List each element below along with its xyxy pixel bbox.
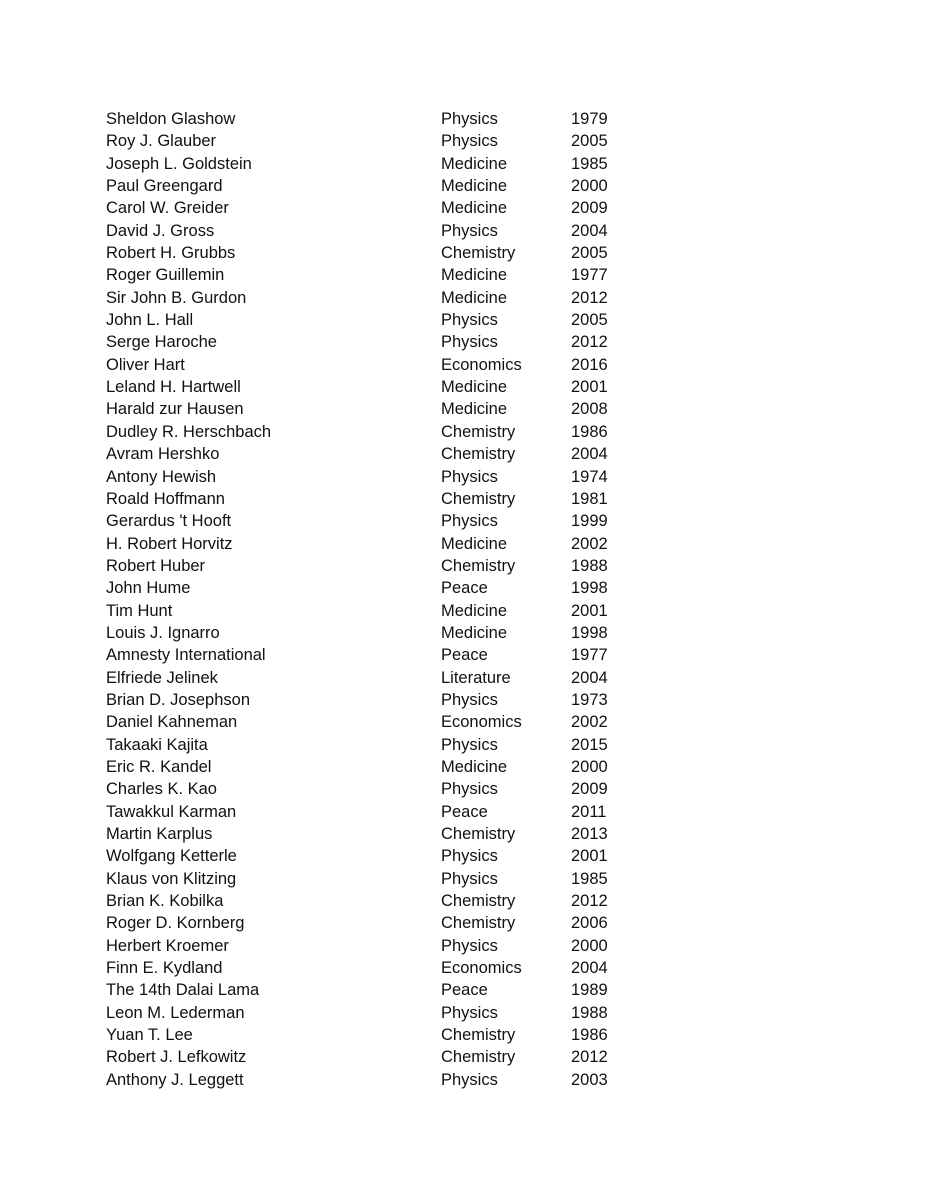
prize-field-cell: Physics xyxy=(441,132,498,151)
laureate-name-cell: Sir John B. Gurdon xyxy=(106,288,247,307)
prize-field-cell: Physics xyxy=(441,333,498,352)
table-row xyxy=(106,443,646,465)
table-row xyxy=(106,1069,646,1091)
prize-field-cell: Physics xyxy=(441,869,498,888)
prize-field-cell: Medicine xyxy=(441,757,508,776)
prize-field-cell: Medicine xyxy=(441,623,508,642)
table-row xyxy=(106,1002,646,1024)
table-row xyxy=(106,153,646,175)
table-row xyxy=(106,912,646,934)
prize-field-cell: Economics xyxy=(441,355,522,374)
prize-field-cell: Economics xyxy=(441,713,522,732)
prize-year-cell: 1986 xyxy=(571,1026,608,1045)
prize-field-cell: Physics xyxy=(441,690,498,709)
laureate-name-cell: Antony Hewish xyxy=(106,467,217,486)
laureate-name-cell: Roald Hoffmann xyxy=(106,489,225,508)
prize-year-cell: 2005 xyxy=(571,311,608,330)
laureate-name-cell: Carol W. Greider xyxy=(106,199,229,218)
prize-year-cell: 2009 xyxy=(571,780,608,799)
prize-field-cell: Economics xyxy=(441,959,522,978)
table-row xyxy=(106,644,646,666)
table-row xyxy=(106,108,646,130)
prize-field-cell: Medicine xyxy=(441,378,508,397)
prize-field-cell: Chemistry xyxy=(441,445,516,464)
laureate-name-cell: Robert H. Grubbs xyxy=(106,244,236,263)
prize-year-cell: 1985 xyxy=(571,869,608,888)
table-row xyxy=(106,689,646,711)
prize-field-cell: Physics xyxy=(441,735,498,754)
prize-field-cell: Medicine xyxy=(441,154,508,173)
prize-field-cell: Medicine xyxy=(441,601,508,620)
prize-field-cell: Physics xyxy=(441,1003,498,1022)
table-row xyxy=(106,175,646,197)
prize-field-cell: Chemistry xyxy=(441,556,516,575)
laureate-name-cell: Louis J. Ignarro xyxy=(106,623,220,642)
laureate-name-cell: Martin Karplus xyxy=(106,825,213,843)
laureate-name-cell: Eric R. Kandel xyxy=(106,757,212,776)
prize-year-cell: 1973 xyxy=(571,690,608,709)
laureate-table xyxy=(106,108,646,1091)
prize-field-cell: Medicine xyxy=(441,177,508,196)
prize-year-cell: 2004 xyxy=(571,445,608,464)
prize-year-cell: 2016 xyxy=(571,355,608,374)
laureate-name-cell: Amnesty International xyxy=(106,646,266,665)
laureate-name-cell: Tim Hunt xyxy=(106,601,173,620)
prize-year-cell: 2012 xyxy=(571,892,608,911)
prize-year-cell: 1977 xyxy=(571,266,608,285)
laureate-name-cell: Herbert Kroemer xyxy=(106,936,229,955)
table-row xyxy=(106,778,646,800)
table-row xyxy=(106,890,646,912)
laureate-name-cell: Dudley R. Herschbach xyxy=(106,422,272,441)
prize-year-cell: 2000 xyxy=(571,757,608,776)
prize-year-cell: 2005 xyxy=(571,244,608,263)
laureate-name-cell: Daniel Kahneman xyxy=(106,713,238,732)
table-row xyxy=(106,734,646,756)
prize-year-cell: 1974 xyxy=(571,467,608,486)
prize-year-cell: 2015 xyxy=(571,735,608,754)
table-row xyxy=(106,264,646,286)
prize-field-cell: Chemistry xyxy=(441,892,516,911)
table-row xyxy=(106,376,646,398)
prize-field-cell: Peace xyxy=(441,579,488,598)
laureate-name-cell: Yuan T. Lee xyxy=(106,1026,193,1045)
laureate-name-cell: Robert Huber xyxy=(106,556,206,575)
table-row xyxy=(106,533,646,555)
prize-year-cell: 1989 xyxy=(571,981,608,1000)
prize-field-cell: Physics xyxy=(441,780,498,799)
laureate-name-cell: Finn E. Kydland xyxy=(106,959,223,978)
prize-year-cell: 2003 xyxy=(571,1070,608,1089)
laureate-name-cell: Brian K. Kobilka xyxy=(106,892,224,911)
prize-field-cell: Chemistry xyxy=(441,244,516,263)
laureate-name-cell: Sheldon Glashow xyxy=(106,110,236,128)
table-row xyxy=(106,979,646,1001)
prize-field-cell: Chemistry xyxy=(441,914,516,933)
table-row xyxy=(106,823,646,845)
prize-year-cell: 2000 xyxy=(571,936,608,955)
prize-year-cell: 2004 xyxy=(571,959,608,978)
prize-year-cell: 2013 xyxy=(571,825,608,843)
prize-field-cell: Medicine xyxy=(441,288,508,307)
table-row xyxy=(106,868,646,890)
prize-year-cell: 2012 xyxy=(571,288,608,307)
prize-field-cell: Medicine xyxy=(441,534,508,553)
prize-field-cell: Physics xyxy=(441,467,498,486)
prize-field-cell: Medicine xyxy=(441,266,508,285)
table-row xyxy=(106,935,646,957)
table-row xyxy=(106,622,646,644)
laureate-name-cell: Oliver Hart xyxy=(106,355,185,374)
laureate-name-cell: Wolfgang Ketterle xyxy=(106,847,237,866)
table-row xyxy=(106,242,646,264)
laureate-name-cell: Klaus von Klitzing xyxy=(106,869,237,888)
table-row xyxy=(106,711,646,733)
prize-field-cell: Chemistry xyxy=(441,825,516,843)
laureate-name-cell: Avram Hershko xyxy=(106,445,220,464)
prize-field-cell: Peace xyxy=(441,802,488,821)
table-row xyxy=(106,354,646,376)
table-row xyxy=(106,421,646,443)
table-row xyxy=(106,756,646,778)
prize-field-cell: Peace xyxy=(441,646,488,665)
prize-year-cell: 1986 xyxy=(571,422,608,441)
laureate-name-cell: Roger D. Kornberg xyxy=(106,914,245,933)
table-row xyxy=(106,957,646,979)
table-row xyxy=(106,1024,646,1046)
laureate-name-cell: Joseph L. Goldstein xyxy=(106,154,252,173)
laureate-name-cell: Robert J. Lefkowitz xyxy=(106,1048,247,1067)
laureate-name-cell: David J. Gross xyxy=(106,221,215,240)
table-row xyxy=(106,309,646,331)
prize-field-cell: Physics xyxy=(441,221,498,240)
prize-year-cell: 2001 xyxy=(571,601,608,620)
prize-year-cell: 1985 xyxy=(571,154,608,173)
table-row xyxy=(106,331,646,353)
prize-field-cell: Medicine xyxy=(441,199,508,218)
table-row xyxy=(106,845,646,867)
laureate-name-cell: Roger Guillemin xyxy=(106,266,225,285)
table-row xyxy=(106,600,646,622)
prize-year-cell: 2002 xyxy=(571,534,608,553)
laureate-name-cell: Charles K. Kao xyxy=(106,780,217,799)
laureate-name-cell: Roy J. Glauber xyxy=(106,132,217,151)
table-row xyxy=(106,1046,646,1068)
prize-year-cell: 2011 xyxy=(571,802,607,821)
laureate-name-cell: Anthony J. Leggett xyxy=(106,1070,244,1089)
prize-year-cell: 2004 xyxy=(571,668,608,687)
laureate-name-cell: H. Robert Horvitz xyxy=(106,534,233,553)
table-row xyxy=(106,398,646,420)
laureate-name-cell: The 14th Dalai Lama xyxy=(106,981,260,1000)
prize-field-cell: Physics xyxy=(441,847,498,866)
prize-field-cell: Chemistry xyxy=(441,422,516,441)
prize-field-cell: Medicine xyxy=(441,400,508,419)
table-row xyxy=(106,801,646,823)
prize-year-cell: 1988 xyxy=(571,556,608,575)
prize-year-cell: 2004 xyxy=(571,221,608,240)
laureate-name-cell: John L. Hall xyxy=(106,311,194,330)
prize-field-cell: Chemistry xyxy=(441,1026,516,1045)
laureate-name-cell: Harald zur Hausen xyxy=(106,400,244,419)
prize-field-cell: Physics xyxy=(441,512,498,531)
prize-year-cell: 2008 xyxy=(571,400,608,419)
table-row xyxy=(106,488,646,510)
laureate-name-cell: Takaaki Kajita xyxy=(106,735,208,754)
prize-year-cell: 2000 xyxy=(571,177,608,196)
prize-year-cell: 1981 xyxy=(571,489,608,508)
table-row xyxy=(106,667,646,689)
prize-year-cell: 2005 xyxy=(571,132,608,151)
laureate-name-cell: Leland H. Hartwell xyxy=(106,378,241,397)
laureate-name-cell: Elfriede Jelinek xyxy=(106,668,218,687)
table-row xyxy=(106,510,646,532)
prize-year-cell: 2012 xyxy=(571,333,608,352)
table-row xyxy=(106,287,646,309)
table-row xyxy=(106,130,646,152)
prize-year-cell: 1977 xyxy=(571,646,608,665)
laureate-name-cell: Brian D. Josephson xyxy=(106,690,250,709)
prize-year-cell: 2001 xyxy=(571,847,608,866)
laureate-name-cell: Tawakkul Karman xyxy=(106,802,237,821)
table-row xyxy=(106,466,646,488)
table-row xyxy=(106,197,646,219)
prize-field-cell: Literature xyxy=(441,668,511,687)
laureate-name-cell: Serge Haroche xyxy=(106,333,217,352)
prize-field-cell: Peace xyxy=(441,981,488,1000)
laureate-name-cell: Paul Greengard xyxy=(106,177,223,196)
prize-field-cell: Physics xyxy=(441,1070,498,1089)
prize-year-cell: 2002 xyxy=(571,713,608,732)
prize-year-cell: 2012 xyxy=(571,1048,608,1067)
prize-field-cell: Physics xyxy=(441,311,498,330)
prize-year-cell: 2006 xyxy=(571,914,608,933)
prize-field-cell: Chemistry xyxy=(441,1048,516,1067)
prize-field-cell: Chemistry xyxy=(441,489,516,508)
prize-year-cell: 2009 xyxy=(571,199,608,218)
prize-year-cell: 1998 xyxy=(571,579,608,598)
prize-year-cell: 1999 xyxy=(571,512,608,531)
prize-year-cell: 2001 xyxy=(571,378,608,397)
prize-year-cell: 1988 xyxy=(571,1003,608,1022)
prize-field-cell: Physics xyxy=(441,110,498,128)
prize-year-cell: 1998 xyxy=(571,623,608,642)
table-row xyxy=(106,220,646,242)
table-row xyxy=(106,555,646,577)
prize-field-cell: Physics xyxy=(441,936,498,955)
laureate-name-cell: John Hume xyxy=(106,579,191,598)
laureate-name-cell: Leon M. Lederman xyxy=(106,1003,245,1022)
prize-year-cell: 1979 xyxy=(571,110,608,128)
table-row xyxy=(106,577,646,599)
laureate-name-cell: Gerardus 't Hooft xyxy=(106,512,232,531)
